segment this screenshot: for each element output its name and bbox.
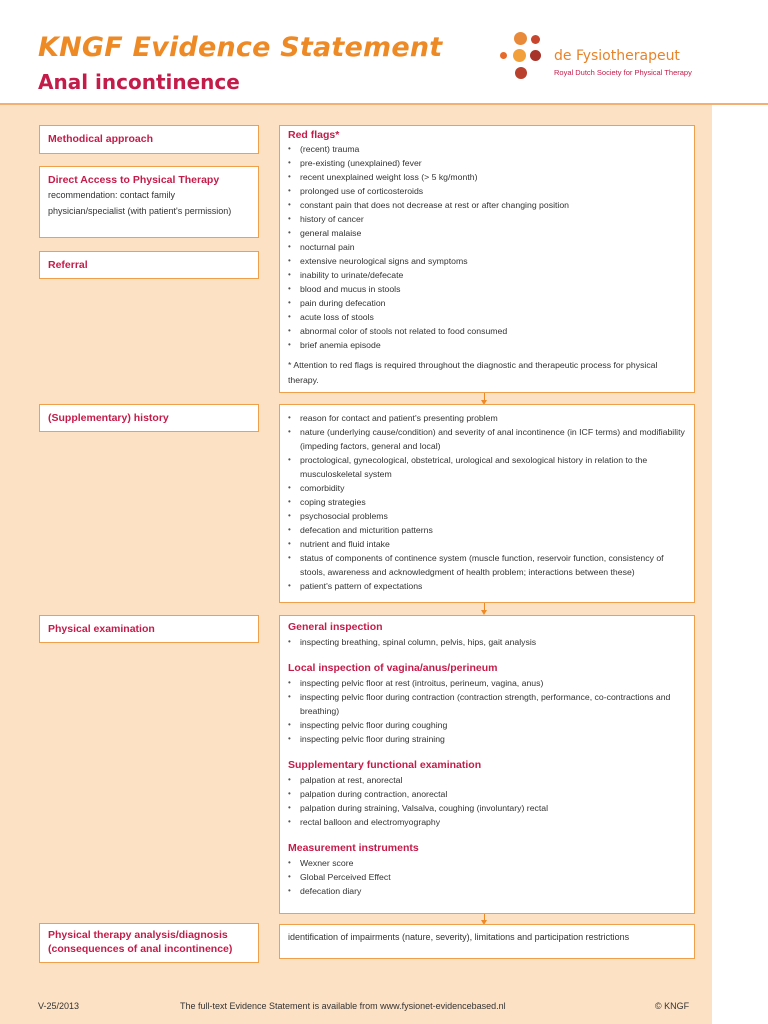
exam-section-list (288, 856, 686, 898)
list-item: • palpation at rest, anorectal (288, 773, 686, 787)
logo-name: de Fysiotherapeut (554, 48, 680, 64)
list-item: • nature (underlying cause/condition) and severity of anal incontinence (in ICF terms) and modifiability (impeding factors, general and local) (288, 425, 686, 453)
analysis-details-box (279, 924, 695, 959)
list-item: • pre-existing (unexplained) fever (288, 156, 686, 170)
list-item: • pain during defecation (288, 296, 686, 310)
list-item: • reason for contact and patient's presenting problem (288, 411, 686, 425)
footer-version: V-25/2013 (38, 1001, 80, 1011)
list-item: • coping strategies (288, 495, 686, 509)
list-item: • proctological, gynecological, obstetrical, urological and sexological history in relation to the musculoskeletal system (288, 453, 686, 481)
kngf-logo (498, 30, 708, 84)
methodical-approach-box (39, 125, 259, 154)
logo-subtitle: Royal Dutch Society for Physical Therapy (554, 68, 692, 77)
list-item: • inspecting breathing, spinal column, pelvis, hips, gait analysis (288, 635, 686, 649)
list-item: • general malaise (288, 226, 686, 240)
exam-section-list (288, 676, 686, 746)
list-item: • defecation and micturition patterns (288, 523, 686, 537)
methodical-approach-label: Methodical approach (48, 133, 154, 145)
flowchart-panel (0, 105, 712, 1024)
list-item: • inspecting pelvic floor during straining (288, 732, 686, 746)
list-item: • defecation diary (288, 884, 686, 898)
footer-availability: The full-text Evidence Statement is available from www.fysionet-evidencebased.nl (180, 1001, 506, 1011)
page-subtitle: Anal incontinence (38, 70, 240, 94)
list-item: • brief anemia episode (288, 338, 686, 352)
analysis-label: Physical therapy analysis/diagnosis (consequences of anal incontinence) (48, 929, 233, 955)
list-item: • Wexner score (288, 856, 686, 870)
list-item: • extensive neurological signs and symptoms (288, 254, 686, 268)
list-item: • inspecting pelvic floor during coughing (288, 718, 686, 732)
list-item: • palpation during contraction, anorectal (288, 787, 686, 801)
flow-arrow-icon (484, 603, 485, 611)
list-item: • prolonged use of corticosteroids (288, 184, 686, 198)
analysis-text: identification of impairments (nature, severity), limitations and participation restrictions (288, 932, 630, 942)
list-item: • patient's pattern of expectations (288, 579, 686, 593)
list-item: • nutrient and fluid intake (288, 537, 686, 551)
flow-arrow-icon (484, 393, 485, 401)
red-flags-title: Red flags* (288, 129, 340, 141)
red-flags-box (279, 125, 695, 393)
page-title: KNGF Evidence Statement (38, 32, 443, 63)
exam-section-list (288, 773, 686, 829)
list-item: • recent unexplained weight loss (> 5 kg/month) (288, 170, 686, 184)
footer-copyright: © KNGF (655, 1001, 690, 1011)
exam-section-title: Supplementary functional examination (288, 759, 482, 771)
list-item: • inspecting pelvic floor during contraction (contraction strength, performance, co-contractions and breathing) (288, 690, 686, 718)
list-item: • status of components of continence system (muscle function, reservoir function, consistency of stools, awareness and acknowledgment of health problem; interactions between these) (288, 551, 686, 579)
list-item: • blood and mucus in stools (288, 282, 686, 296)
direct-access-text: recommendation: contact family physician/specialist (with patient's permission) (48, 190, 232, 216)
exam-section-list (288, 635, 686, 649)
list-item: • abnormal color of stools not related to food consumed (288, 324, 686, 338)
direct-access-title: Direct Access to Physical Therapy (48, 174, 220, 186)
logo-dots-icon (498, 30, 548, 84)
list-item: • psychosocial problems (288, 509, 686, 523)
history-label: (Supplementary) history (48, 412, 169, 424)
exam-section-title: General inspection (288, 621, 383, 633)
list-item: • acute loss of stools (288, 310, 686, 324)
list-item: • constant pain that does not decrease at rest or after changing position (288, 198, 686, 212)
analysis-box (39, 923, 259, 963)
list-item: • Global Perceived Effect (288, 870, 686, 884)
page-header (0, 0, 768, 104)
physical-exam-box (39, 615, 259, 643)
list-item: • rectal balloon and electromyography (288, 815, 686, 829)
red-flags-note: * Attention to red flags is required throughout the diagnostic and therapeutic process for physical therapy. (288, 360, 658, 385)
list-item: • palpation during straining, Valsalva, coughing (involuntary) rectal (288, 801, 686, 815)
list-item: • history of cancer (288, 212, 686, 226)
list-item: • nocturnal pain (288, 240, 686, 254)
flow-arrow-icon (484, 914, 485, 921)
list-item: • inspecting pelvic floor at rest (introitus, perineum, vagina, anus) (288, 676, 686, 690)
physical-exam-label: Physical examination (48, 623, 155, 635)
history-box (39, 404, 259, 432)
referral-label: Referral (48, 259, 88, 271)
direct-access-box (39, 166, 259, 238)
list-item: • inability to urinate/defecate (288, 268, 686, 282)
list-item: • (recent) trauma (288, 142, 686, 156)
exam-section-title: Measurement instruments (288, 842, 419, 854)
referral-box (39, 251, 259, 279)
history-details-box (279, 404, 695, 603)
red-flags-list (288, 142, 686, 352)
list-item: • comorbidity (288, 481, 686, 495)
exam-section-title: Local inspection of vagina/anus/perineum (288, 662, 498, 674)
physical-exam-details-box (279, 615, 695, 914)
history-list (288, 411, 686, 593)
